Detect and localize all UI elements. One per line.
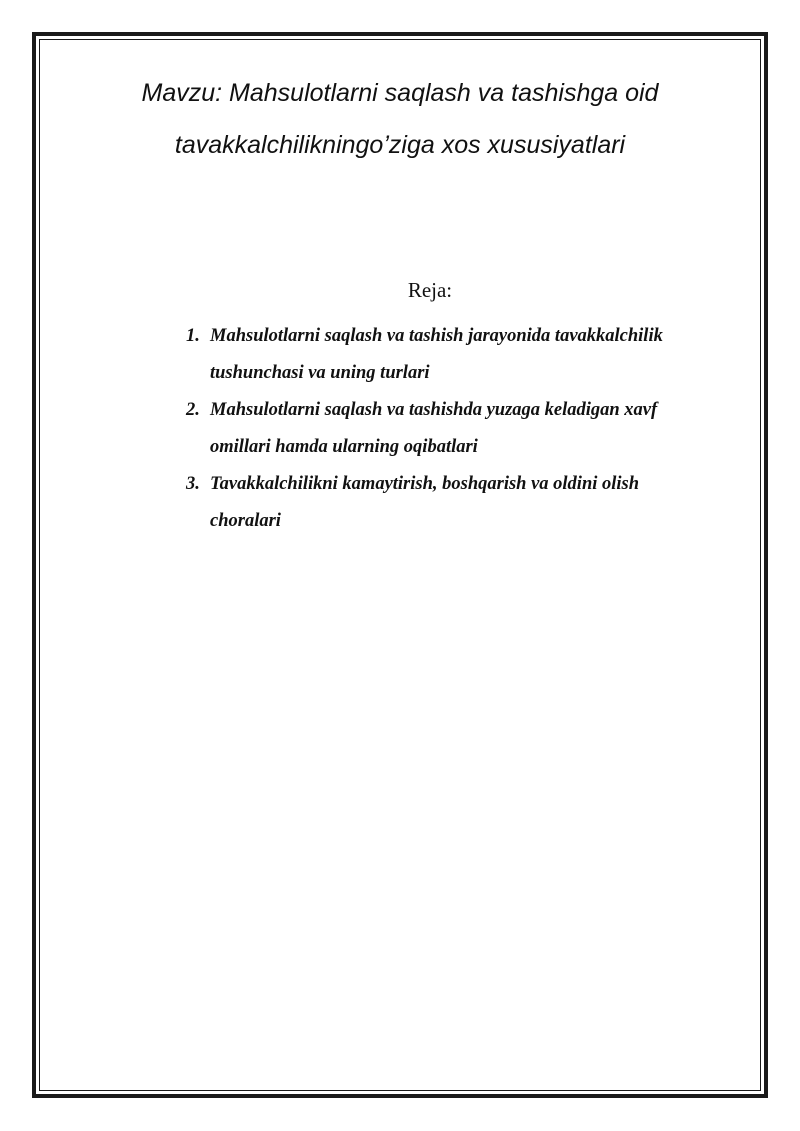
plan-item-number: 3. (186, 474, 200, 494)
plan-item-1 (186, 318, 746, 392)
plan-item-number: 2. (186, 400, 200, 420)
plan-list (186, 318, 746, 540)
plan-item-text: Mahsulotlarni saqlash va tashish jarayonida tavakkalchilik tushunchasi va uning turlari (210, 326, 663, 383)
document-title-line-2: tavakkalchilikningo’ziga xos xususiyatlari (174, 131, 626, 159)
plan-item-text: Tavakkalchilikni kamaytirish, boshqarish va oldini olish choralari (210, 474, 640, 531)
plan-heading: Reja: (407, 278, 453, 302)
document-title-line-1: Mavzu: Mahsulotlarni saqlash va tashishga oid (141, 79, 659, 107)
plan-item-text: Mahsulotlarni saqlash va tashishda yuzaga keladigan xavf omillari hamda ularning oqibatlari (210, 400, 658, 457)
plan-item-2 (186, 392, 746, 466)
plan-item-3 (186, 466, 746, 540)
plan-item-number: 1. (186, 326, 200, 346)
page-border-inner (39, 39, 761, 1091)
